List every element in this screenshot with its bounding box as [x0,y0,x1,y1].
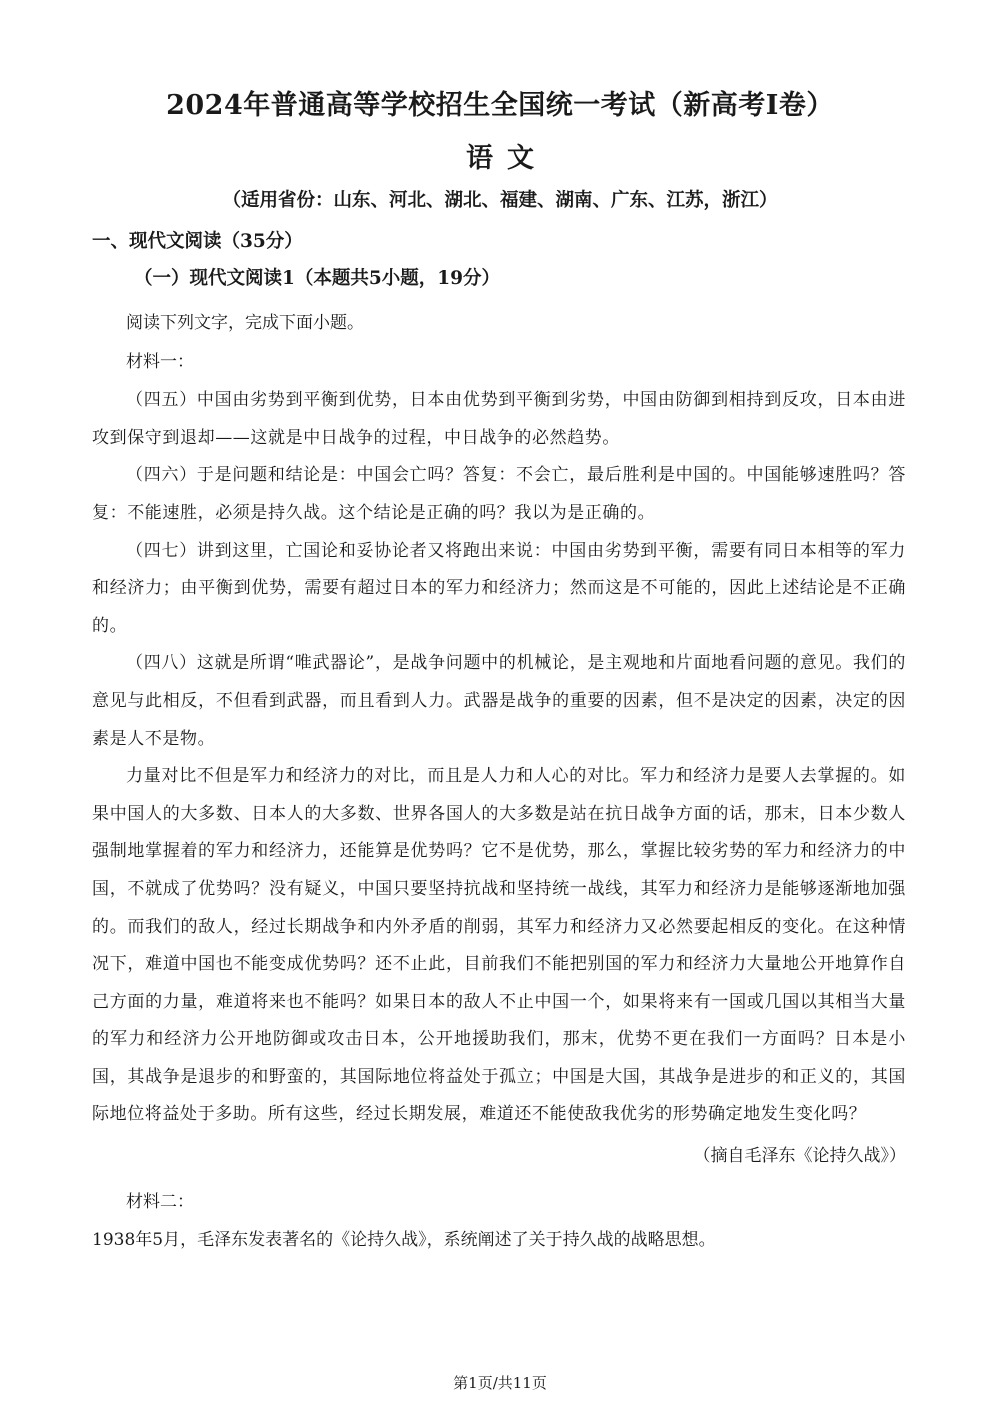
source-citation: （摘自毛泽东《论持久战》） [693,1146,906,1167]
material-two-text: 1938年5月，毛泽东发表著名的《论持久战》，系统阐述了关于持久战的战略思想。 [92,1230,716,1251]
section-heading: 一、现代文阅读（35分） [92,231,303,252]
paragraph-power-comparison: 力量对比不但是军力和经济力的对比，而且是人力和人心的对比。军力和经济力是要人去掌握的。如果中国人的大多数、日本人的大多数、世界各国人的大多数是站在抗日战争方面的话，那末，日本少数人强制地掌握着的军力和经济力，还能算是优势吗？它不是优势，那么，掌握比较劣势的军力和经济力的中国，不就成了优势吗？没有疑义，中国只要坚持抗战和坚持统一战线，其军力和经济力是能够逐渐地加强的。而我们的敌人，经过长期战争和内外矛盾的削弱，其军力和经济力又必然要起相反的变化。在这种情况下，难道中国也不能变成优势吗？还不止此，目前我们不能把别国的军力和经济力大量地公开地算作自己方面的力量，难道将来也不能吗？如果日本的敌人不止中国一个，如果将来有一国或几国以其相当大量的军力和经济力公开地防御或攻击日本，公开地援助我们，那末，优势不更在我们一方面吗？日本是小国，其战争是退步的和野蛮的，其国际地位将益处于孤立；中国是大国，其战争是进步的和正义的，其国际地位将益处于多助。所有这些，经过长期发展，难道还不能使敌我优劣的形势确定地发生变化吗？ [92,766,906,1125]
paragraph-48: （四八）这就是所谓“唯武器论”，是战争问题中的机械论，是主观地和片面地看问题的意见。我们的意见与此相反，不但看到武器，而且看到人力。武器是战争的重要的因素，但不是决定的因素，决定的因素是人不是物。 [92,653,906,749]
exam-title: 2024年普通高等学校招生全国统一考试（新高考Ⅰ卷） [166,90,834,121]
material-one-label: 材料一： [126,351,194,372]
subsection-heading: （一）现代文阅读1（本题共5小题，19分） [134,268,500,289]
page-number: 第1页/共11页 [453,1374,547,1392]
reading-instruction: 阅读下列文字，完成下面小题。 [126,313,364,333]
applicable-provinces: （适用省份：山东、河北、湖北、福建、湖南、广东、江苏，浙江） [222,190,778,211]
paragraph-46: （四六）于是问题和结论是：中国会亡吗？答复：不会亡，最后胜利是中国的。中国能够速胜吗？答复：不能速胜，必须是持久战。这个结论是正确的吗？我以为是正确的。 [92,465,906,523]
paragraph-47: （四七）讲到这里，亡国论和妥协论者又将跑出来说：中国由劣势到平衡，需要有同日本相等的军力和经济力；由平衡到优势，需要有超过日本的军力和经济力；然而这是不可能的，因此上述结论是不正确的。 [92,540,906,636]
material-two-label: 材料二： [126,1191,194,1212]
exam-content [92,226,906,1260]
subject-title: 语文 [466,143,548,174]
paragraph-45: （四五）中国由劣势到平衡到优势，日本由优势到平衡到劣势，中国由防御到相持到反攻，日本由进攻到保守到退却——这就是中日战争的过程，中日战争的必然趋势。 [92,390,906,448]
